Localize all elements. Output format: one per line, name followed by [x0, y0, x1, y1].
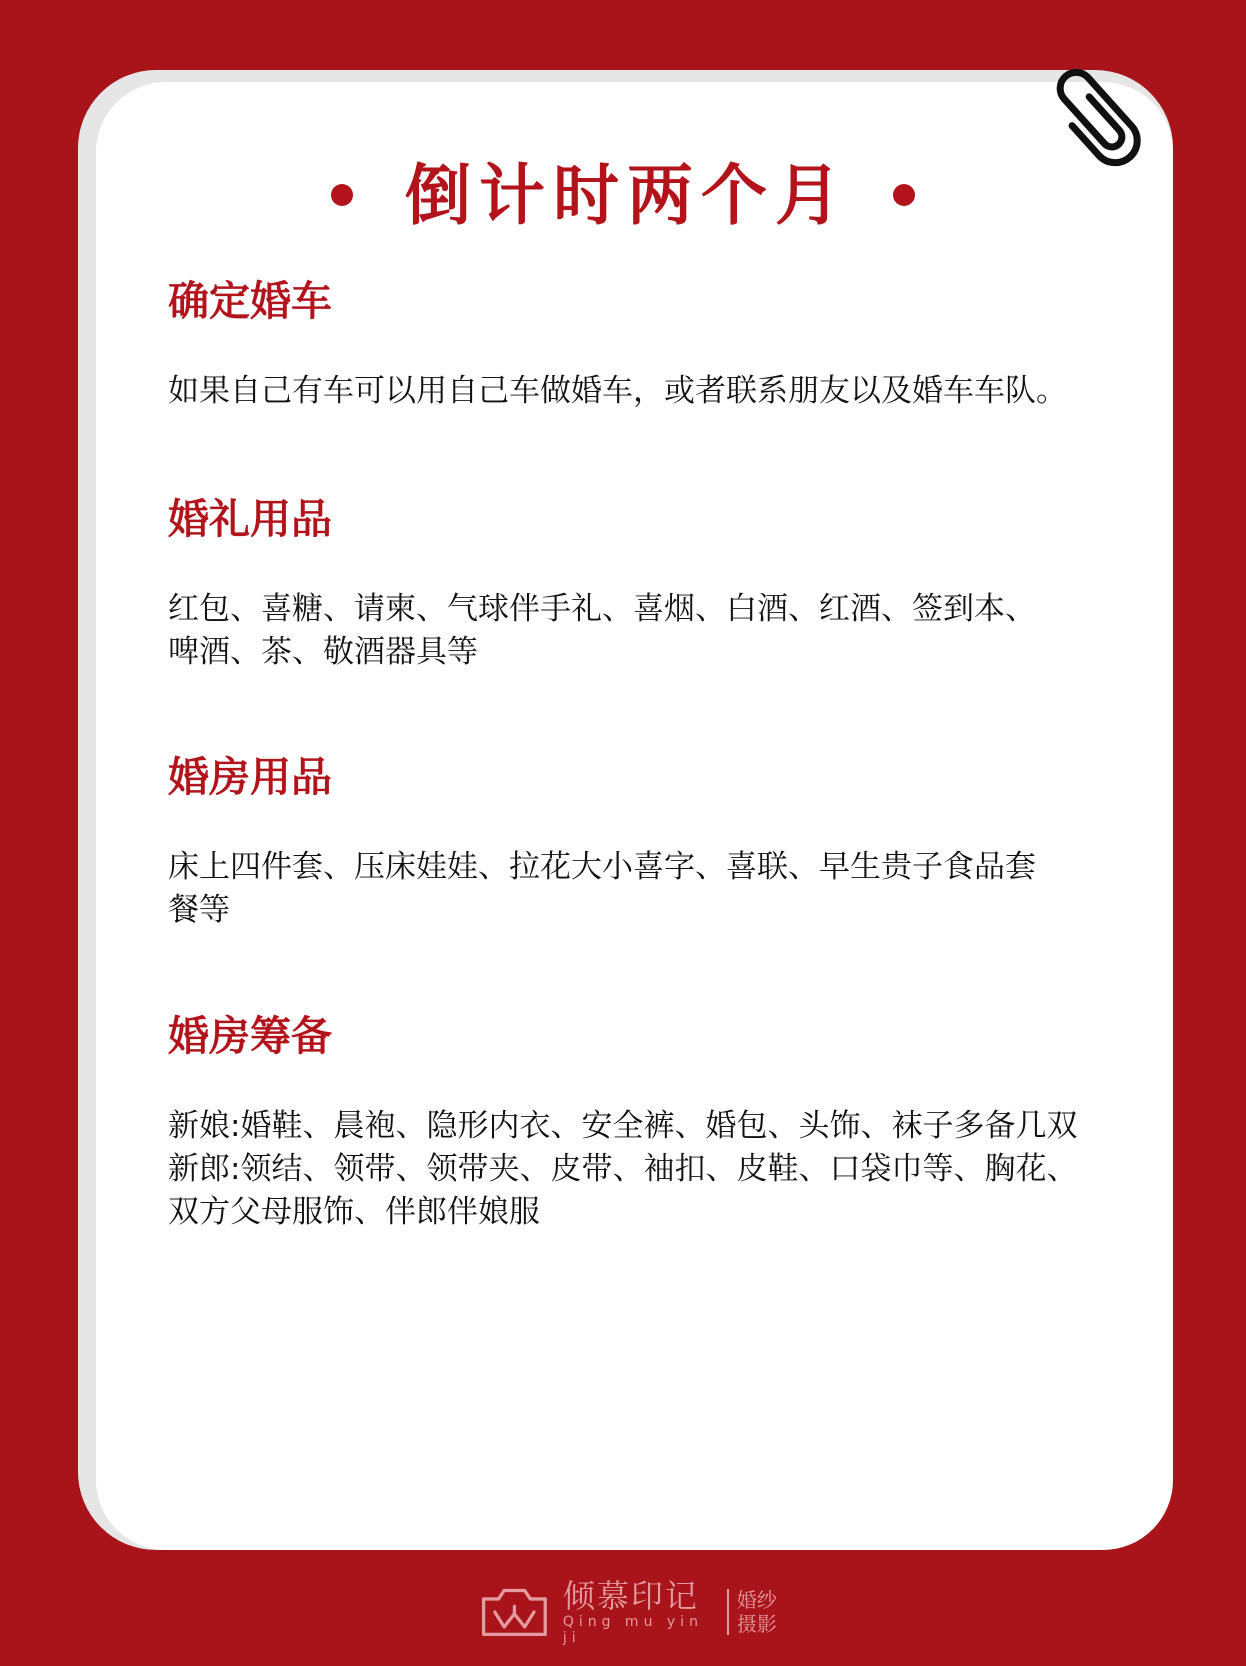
section-body: 新娘:婚鞋、晨袍、隐形内衣、安全裤、婚包、头饰、袜子多备几双 新郎:领结、领带、领带夹、皮带、袖扣、皮鞋、口袋巾等、胸花、 双方父母服饰、伴郎伴娘服 — [168, 1108, 1078, 1230]
section-body: 如果自己有车可以用自己车做婚车，或者联系朋友以及婚车车队。 — [168, 373, 1067, 409]
title-row — [0, 150, 1246, 240]
section-heading: 婚房筹备 — [168, 1012, 332, 1060]
section-heading: 确定婚车 — [168, 277, 332, 325]
footer-divider — [727, 1589, 729, 1635]
footer-tag-line1: 婚纱 — [736, 1588, 777, 1612]
paperclip-icon — [1048, 30, 1198, 170]
footer-tag-line2: 摄影 — [736, 1612, 777, 1636]
footer-brand-name: 倾慕印记 — [562, 1577, 699, 1615]
footer-brand-pinyin: Qing mu yin ji — [562, 1614, 703, 1646]
section-body: 床上四件套、压床娃娃、拉花大小喜字、喜联、早生贵子食品套 餐等 — [168, 849, 1036, 928]
footer-tagline — [737, 1588, 778, 1636]
section-heading: 婚房用品 — [168, 753, 332, 801]
camera-heart-logo-icon — [478, 1584, 551, 1640]
title-dot-left — [331, 184, 353, 206]
footer-brand-logo — [478, 1577, 778, 1646]
section-body: 红包、喜糖、请柬、气球伴手礼、喜烟、白酒、红酒、签到本、 啤酒、茶、敬酒器具等 — [168, 591, 1036, 670]
footer-brand-text — [563, 1578, 719, 1646]
section-heading: 婚礼用品 — [168, 495, 332, 543]
page-title: 倒计时两个月 — [405, 156, 849, 234]
title-dot-right — [893, 184, 915, 206]
